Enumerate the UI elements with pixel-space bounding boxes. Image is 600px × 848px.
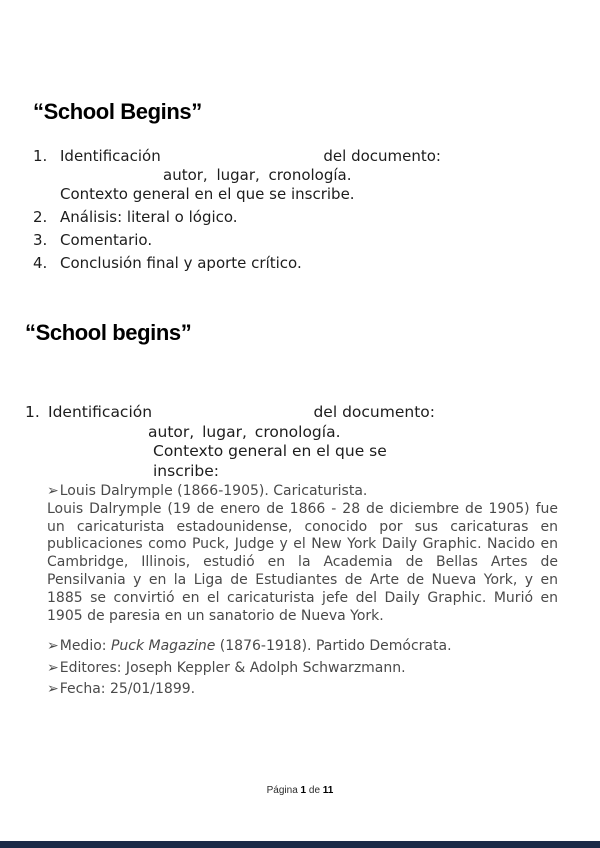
section-title: “School begins” — [25, 320, 192, 345]
footer-of-word: de — [308, 785, 321, 796]
list-item-text: Análisis: literal o lógico. — [60, 208, 238, 226]
list-item-line: autor, lugar, cronología. — [163, 166, 352, 184]
bullet-text: (1876-1918). Partido Demócrata. — [215, 638, 452, 655]
footer-page-number: 1 — [300, 785, 307, 796]
bullet-text: Louis Dalrymple (1866-1905). Caricaturista. — [59, 483, 368, 499]
list-item-text: Conclusión final y aporte crítico. — [60, 254, 302, 272]
list-item — [33, 147, 441, 204]
bullet-text-italic: Puck Magazine — [110, 638, 216, 655]
bullet-item — [47, 658, 558, 679]
list-item-line-left: Identificación — [60, 147, 161, 165]
bullet-item — [47, 483, 558, 501]
list-item — [33, 231, 441, 250]
footer-page-word: Página — [266, 785, 298, 796]
metadata-bullets — [47, 636, 558, 700]
arrow-bullet-icon: ➢ — [47, 680, 59, 697]
list-item — [33, 254, 441, 273]
bottom-edge-bar — [0, 841, 600, 848]
section-line-right: del documento: — [313, 403, 435, 421]
section-heading — [25, 403, 435, 481]
biography-paragraph: Louis Dalrymple (19 de enero de 1866 - 28 de diciembre de 1905) fue un caricaturista estadounidense, conocido por sus caricaturas en publicaciones como Puck, Judge y el New York Daily Graphic. Nacido en Cambridge, Illinois, estudió en la Academia de Bellas Artes de Pensilvania y en la Liga de Estudiantes de Arte de Nueva York, y en 1885 se convirtió en el caricaturista jefe del Daily Graphic. Murió en 1905 de paresia en un sanatorio de Nueva York. — [47, 500, 558, 624]
outline-list — [33, 147, 441, 277]
page-title: “School Begins” — [33, 99, 202, 124]
body-content — [47, 483, 558, 700]
list-item-number: 2. — [33, 208, 48, 226]
list-item-text — [60, 147, 441, 204]
footer-total-pages: 11 — [322, 785, 334, 796]
section-heading-line: Contexto general en el que se inscribe: — [153, 442, 387, 480]
list-item-number: 4. — [33, 254, 48, 272]
bullet-item — [47, 636, 558, 657]
section-number: 1. — [25, 403, 40, 421]
section-line-left: Identificación — [48, 403, 153, 421]
bullet-text: Medio: — [59, 638, 111, 655]
list-item-line-right: del documento: — [323, 147, 441, 165]
list-item — [33, 208, 441, 227]
arrow-bullet-icon: ➢ — [47, 638, 59, 655]
section-heading-line — [25, 403, 435, 423]
list-item-number: 3. — [33, 231, 48, 249]
list-item-number: 1. — [33, 147, 48, 165]
section-heading-text — [48, 403, 435, 423]
arrow-bullet-icon: ➢ — [47, 483, 59, 499]
list-item-line — [60, 147, 441, 166]
list-item-line: Contexto general en el que se inscribe. — [60, 185, 355, 203]
page-footer — [0, 785, 600, 796]
bullet-text: Editores: Joseph Keppler & Adolph Schwarzmann. — [59, 659, 406, 676]
section-heading-line: autor, lugar, cronología. — [148, 422, 341, 441]
arrow-bullet-icon: ➢ — [47, 659, 59, 676]
bullet-text: Fecha: 25/01/1899. — [59, 680, 196, 697]
list-item-text: Comentario. — [60, 231, 153, 249]
bullet-item — [47, 679, 558, 700]
